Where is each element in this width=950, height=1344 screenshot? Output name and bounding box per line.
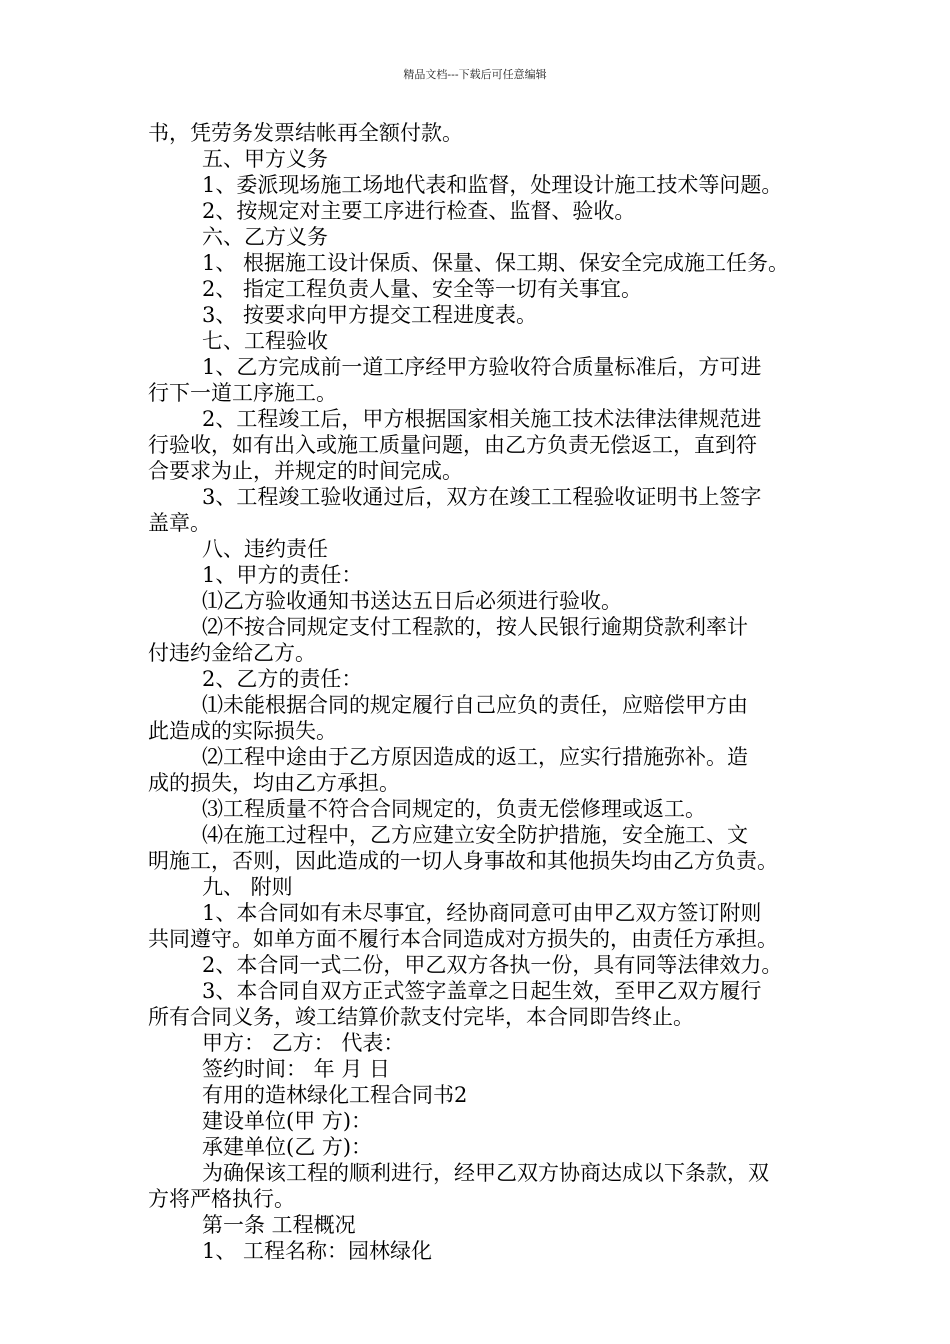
text-line: 书，凭劳务发票结帐再全额付款。 — [148, 121, 463, 145]
text-line: 盖章。 — [148, 511, 211, 535]
text-line: 第一条 工程概况 — [202, 1213, 356, 1237]
text-line: ⑴未能根据合同的规定履行自己应负的责任，应赔偿甲方由 — [202, 693, 748, 717]
text-line: 付违约金给乙方。 — [148, 641, 316, 665]
text-line: 3、工程竣工验收通过后，双方在竣工工程验收证明书上签字 — [202, 485, 762, 509]
text-line: 共同遵守。如单方面不履行本合同造成对方损失的，由责任方承担。 — [148, 927, 778, 951]
text-line: 方将严格执行。 — [148, 1187, 295, 1211]
text-line: 成的损失，均由乙方承担。 — [148, 771, 400, 795]
text-line: 2、 指定工程负责人量、安全等一切有关事宜。 — [202, 277, 643, 301]
text-line: 建设单位(甲 方)： — [202, 1109, 373, 1133]
text-line: ⑵不按合同规定支付工程款的，按人民银行逾期贷款利率计 — [202, 615, 748, 639]
text-line: 合要求为止，并规定的时间完成。 — [148, 459, 463, 483]
text-line: 此造成的实际损失。 — [148, 719, 337, 743]
text-line: 2、本合同一式二份，甲乙双方各执一份，具有同等法律效力。 — [202, 953, 783, 977]
text-line: 3、本合同自双方正式签字盖章之日起生效，至甲乙双方履行 — [202, 979, 762, 1003]
text-line: 行下一道工序施工。 — [148, 381, 337, 405]
text-line: 承建单位(乙 方)： — [202, 1135, 373, 1159]
text-line: 行验收，如有出入或施工质量问题，由乙方负责无偿返工，直到符 — [148, 433, 757, 457]
page-header: 精品文档---下载后可任意编辑 — [403, 68, 547, 81]
text-line: 甲方： 乙方： 代表： — [202, 1031, 405, 1055]
text-line: 有用的造林绿化工程合同书2 — [202, 1083, 468, 1107]
text-line: 签约时间： 年 月 日 — [202, 1057, 391, 1081]
text-line: 2、按规定对主要工序进行检查、监督、验收。 — [202, 199, 636, 223]
text-line: 九、 附则 — [202, 875, 293, 899]
text-line: 2、乙方的责任： — [202, 667, 363, 691]
text-line: ⑶工程质量不符合合同规定的，负责无偿修理或返工。 — [202, 797, 706, 821]
text-line: 五、甲方义务 — [202, 147, 328, 171]
text-line: 明施工，否则，因此造成的一切人身事故和其他损失均由乙方负责。 — [148, 849, 778, 873]
text-line: 七、工程验收 — [202, 329, 328, 353]
text-line: 1、本合同如有未尽事宜，经协商同意可由甲乙双方签订附则 — [202, 901, 762, 925]
text-line: 所有合同义务，竣工结算价款支付完毕，本合同即告终止。 — [148, 1005, 694, 1029]
text-line: 1、乙方完成前一道工序经甲方验收符合质量标准后，方可进 — [202, 355, 762, 379]
text-line: 1、甲方的责任： — [202, 563, 363, 587]
text-line: 八、违约责任 — [202, 537, 328, 561]
text-line: 3、 按要求向甲方提交工程进度表。 — [202, 303, 538, 327]
text-line: 六、乙方义务 — [202, 225, 328, 249]
text-line: 为确保该工程的顺利进行，经甲乙双方协商达成以下条款，双 — [202, 1161, 769, 1185]
text-line: ⑵工程中途由于乙方原因造成的返工，应实行措施弥补。造 — [202, 745, 748, 769]
text-line: 1、委派现场施工场地代表和监督，处理设计施工技术等问题。 — [202, 173, 783, 197]
text-line: 2、工程竣工后，甲方根据国家相关施工技术法律法律规范进 — [202, 407, 762, 431]
text-line: ⑴乙方验收通知书送达五日后必须进行验收。 — [202, 589, 622, 613]
text-line: 1、 根据施工设计保质、保量、保工期、保安全完成施工任务。 — [202, 251, 790, 275]
text-line: 1、 工程名称：园林绿化 — [202, 1239, 433, 1263]
document-body — [148, 120, 828, 1264]
text-line: ⑷在施工过程中，乙方应建立安全防护措施，安全施工、文 — [202, 823, 748, 847]
